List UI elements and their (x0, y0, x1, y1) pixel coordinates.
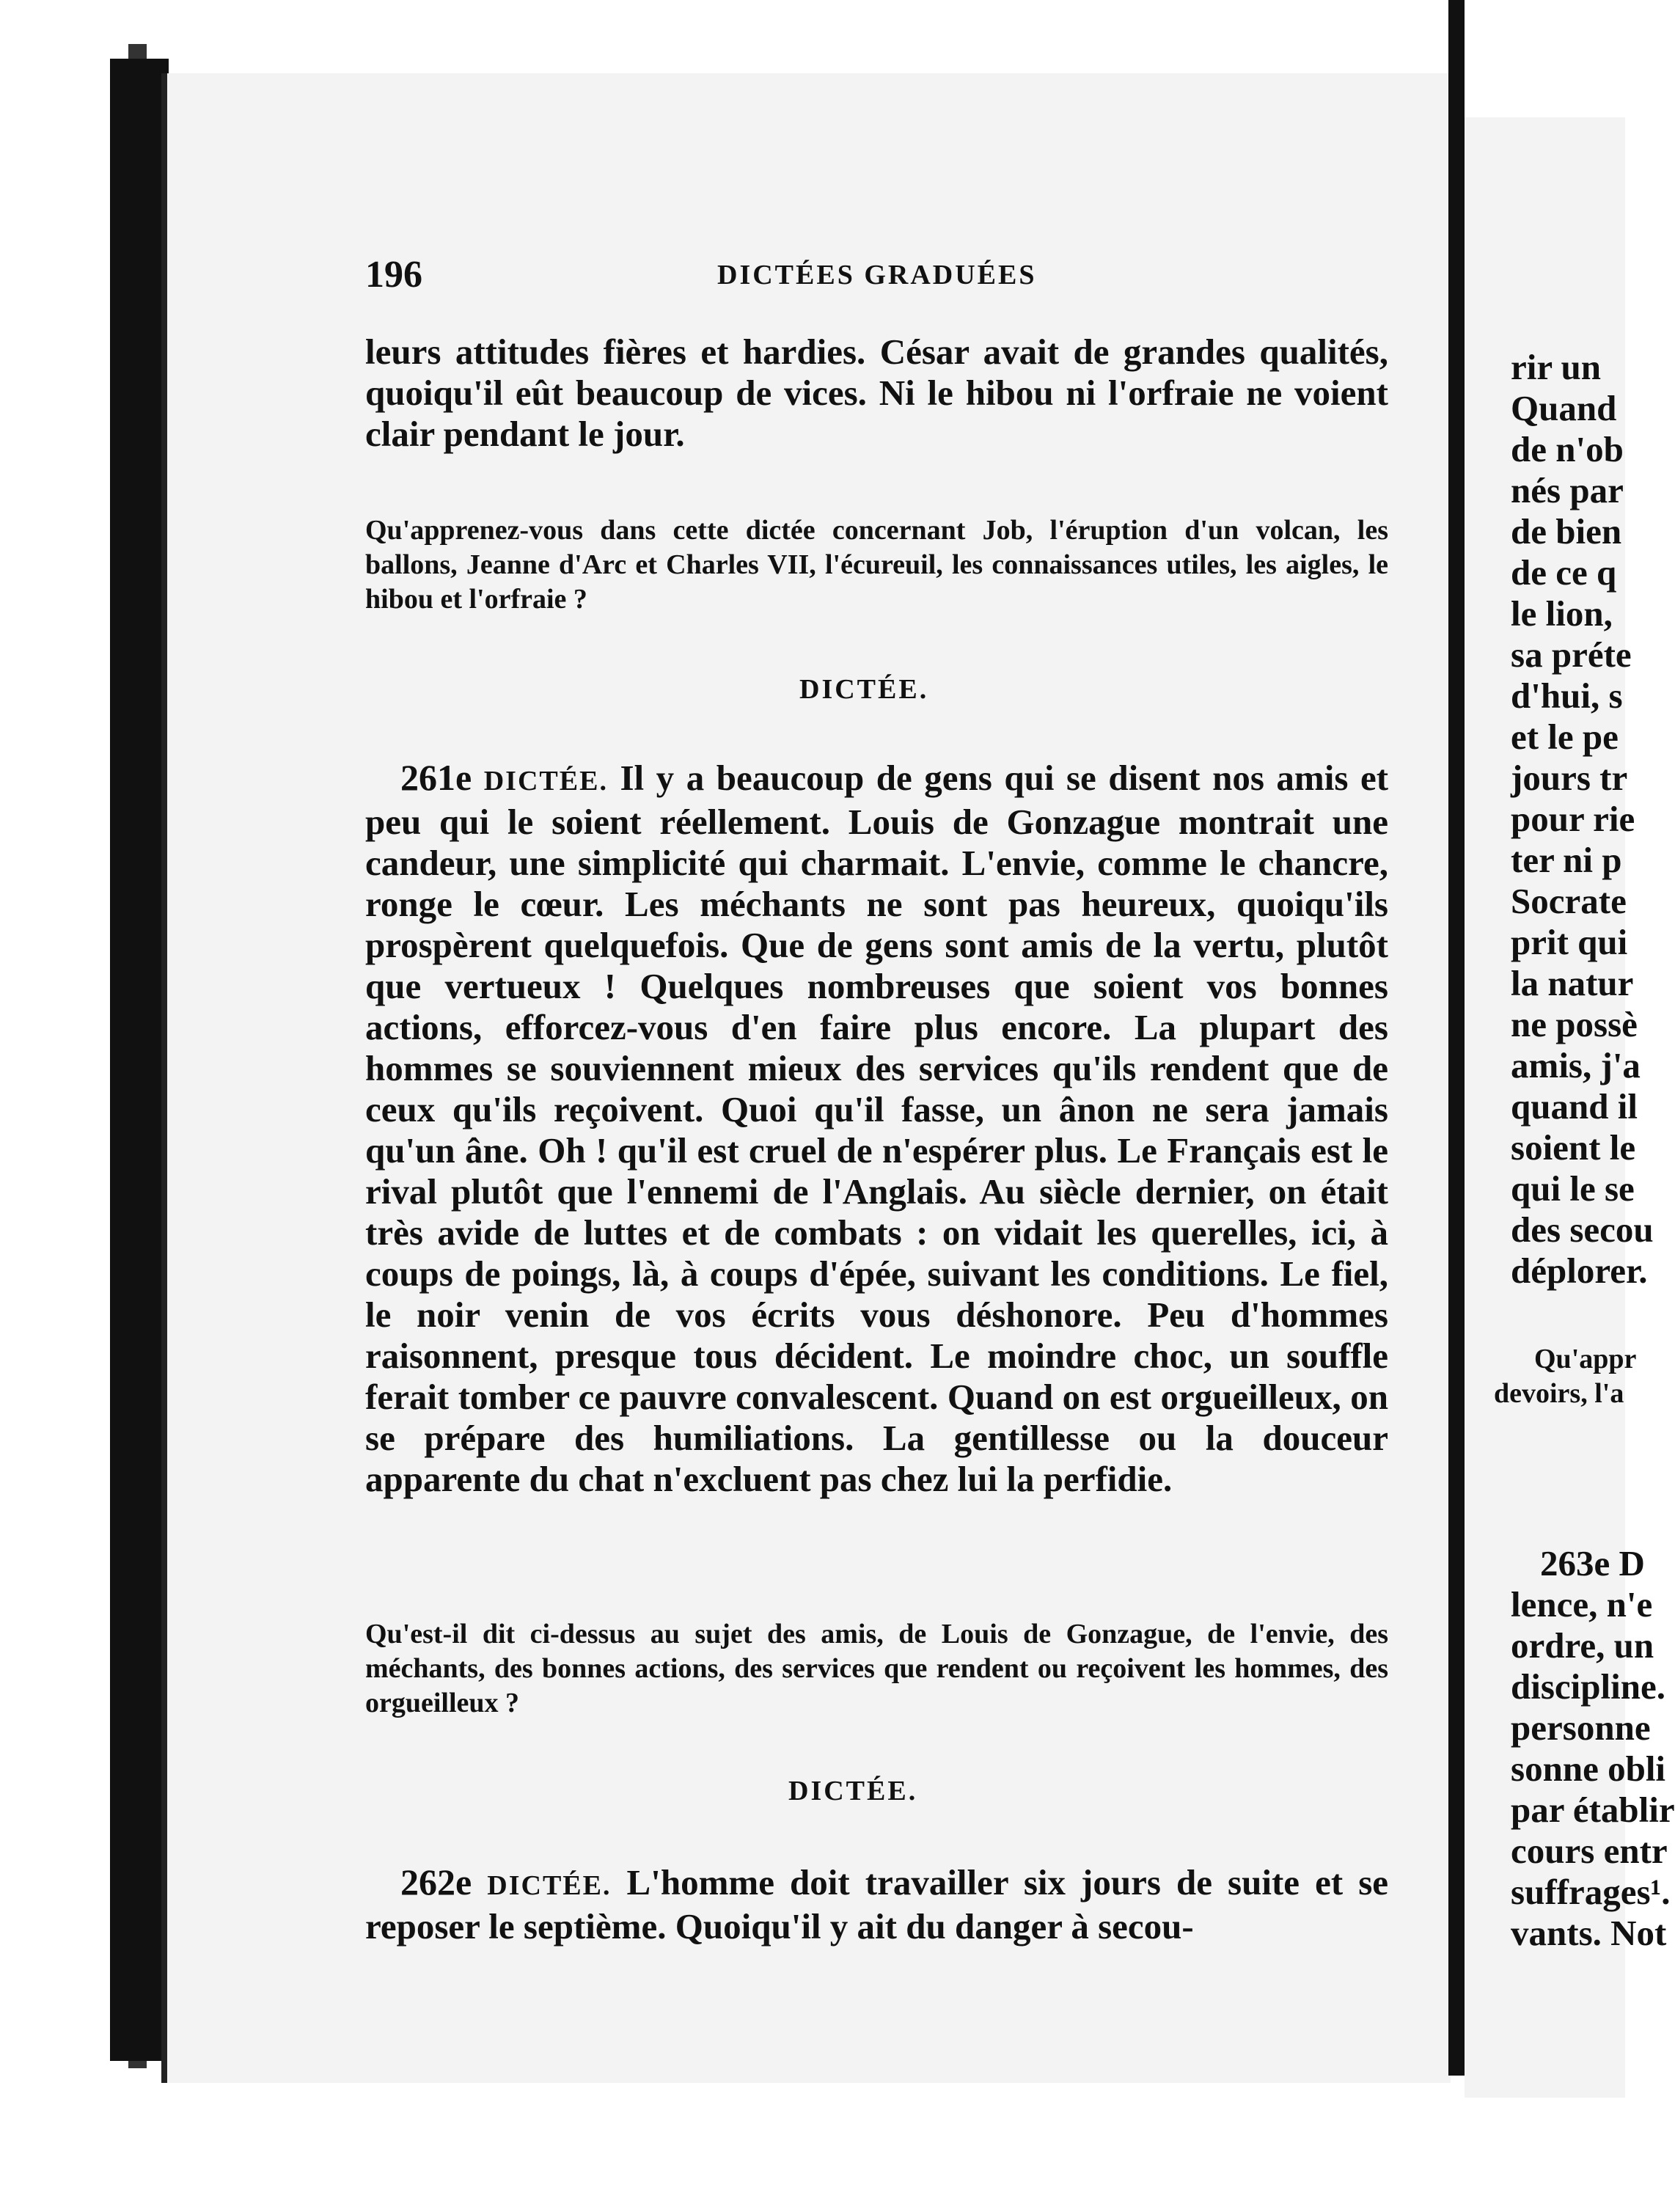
right-line: pour rie (1511, 799, 1635, 839)
right-line: ter ni p (1511, 840, 1622, 880)
right-page-bottom-lines (1511, 1543, 1675, 1954)
right-line: suffrages¹. (1511, 1872, 1671, 1912)
right-line: sonne obli (1511, 1748, 1666, 1789)
page-gutter (1448, 0, 1465, 2076)
dictee-262-text: L'homme doit travailler six jours de suite et se reposer le septième. Quoiqu'il y ait du danger à secou- (365, 1862, 1389, 1947)
dictee-262-label: DICTÉE. (487, 1870, 612, 1901)
dictee-261-heading: DICTÉE. (799, 674, 929, 705)
right-line: prit qui (1511, 922, 1628, 962)
right-page (1465, 117, 1675, 2098)
right-question-line: Qu'appr (1534, 1344, 1637, 1374)
right-line: de ce q (1511, 552, 1617, 593)
page-header (365, 253, 1388, 297)
right-line: Socrate (1511, 881, 1627, 921)
right-line: la natur (1511, 963, 1634, 1003)
page-number: 196 (365, 254, 422, 296)
right-line: ne possè (1511, 1004, 1638, 1044)
right-question-line: devoirs, l'a (1494, 1378, 1624, 1409)
right-page-top-lines (1511, 347, 1654, 1292)
dictee-261-label: DICTÉE. (483, 766, 608, 796)
right-line: par établir (1511, 1790, 1675, 1830)
right-line: cours entr (1511, 1831, 1668, 1871)
right-line: qui le se (1511, 1168, 1635, 1209)
right-line: jours tr (1511, 758, 1628, 798)
right-line: lence, n'e (1511, 1584, 1653, 1625)
continuation-paragraph: leurs attitudes fières et hardies. César avait de grandes qualités, quoiqu'il eût beaucoup de vices. Ni le hibou ni l'orfraie ne voient clair pendant le jour. (365, 332, 1388, 454)
right-line: de n'ob (1511, 429, 1624, 469)
running-title: DICTÉES GRADUÉES (717, 260, 1037, 290)
book-binding (110, 59, 169, 2061)
dictee-261-text: Il y a beaucoup de gens qui se disent nos amis et peu qui le soient réellement. Louis de Gonzague montrait une candeur, une simplicité qui charmait. L'envie, comme le chancre, ronge le cœur. Les méchants ne sont pas heureux, quoiqu'ils prospèrent quelquefois. Que de gens sont amis de la vertu, plutôt que vertueux ! Quelques nombreuses que soient vos bonnes actions, efforcez-vous d'en faire plus encore. La plupart des hommes se souviennent mieux des services qu'ils rendent que de ceux qu'ils reçoivent. Quoi qu'il fasse, un ânon ne sera jamais qu'un âne. Oh ! qu'il est cruel de n'espérer plus. Le Français est le rival plutôt que l'ennemi de l'Anglais. Au siècle dernier, on était très avide de luttes et de combats : on vidait les querelles, ici, à coups de poings, là, à coups d'épée, suivant les conditions. Le fiel, le noir venin de vos écrits vous déshonore. Peu d'hommes raisonnent, presque tous décident. Le moindre choc, un souffle ferait tomber ce pauvre convalescent. Quand on est orgueilleux, on se prépare des humiliations. La gentillesse ou la douceur apparente du chat n'excluent pas chez lui la perfidie. (365, 758, 1389, 1499)
right-page-question (1494, 1342, 1636, 1411)
dictee-262-number: 262e (400, 1861, 472, 1902)
question-260: Qu'apprenez-vous dans cette dictée concernant Job, l'éruption d'un volcan, les ballons, Jeanne d'Arc et Charles VII, l'écureuil, les connaissances utiles, les aigles, le hibou et l'orfraie ? (365, 515, 1388, 615)
right-line: sa préte (1511, 634, 1632, 675)
question-261: Qu'est-il dit ci-dessus au sujet des amis, de Louis de Gonzague, de l'envie, des méchants, des bonnes actions, des services que rendent ou reçoivent les hommes, des orgueilleux ? (365, 1619, 1388, 1718)
right-line: personne (1511, 1707, 1651, 1748)
right-line: amis, j'a (1511, 1045, 1641, 1085)
right-line: quand il (1511, 1086, 1638, 1127)
right-line: déplorer. (1511, 1250, 1648, 1291)
right-line: ordre, un (1511, 1625, 1654, 1666)
right-line: vants. Not (1511, 1913, 1667, 1953)
dictee-261-number: 261e (400, 757, 472, 798)
right-line: le lion, (1511, 593, 1613, 634)
right-line: discipline. (1511, 1666, 1666, 1707)
right-line: nés par (1511, 470, 1624, 510)
dictee-262-heading: DICTÉE. (788, 1776, 918, 1806)
right-line: et le pe (1511, 717, 1619, 757)
right-line: soient le (1511, 1127, 1636, 1168)
right-line: des secou (1511, 1209, 1654, 1250)
right-line: 263e D (1540, 1543, 1645, 1583)
dictee-262 (365, 1861, 1388, 1947)
right-line: de bien (1511, 511, 1622, 552)
right-line: Quand (1511, 388, 1617, 428)
dictee-261 (365, 757, 1388, 1500)
right-line: rir un (1511, 347, 1601, 387)
right-line: d'hui, s (1511, 675, 1623, 716)
